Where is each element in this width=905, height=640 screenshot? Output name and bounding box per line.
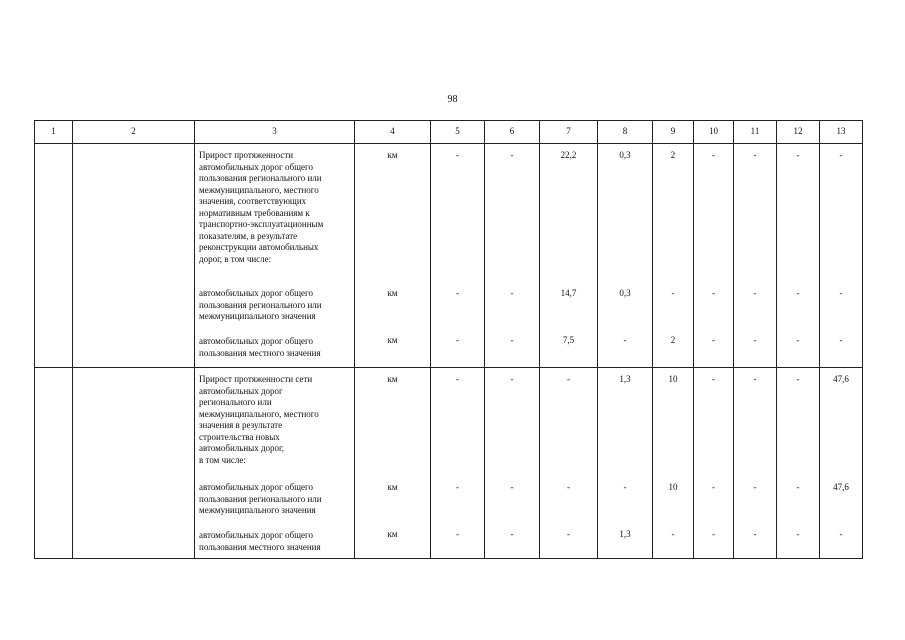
value: - [510, 529, 514, 539]
value: - [712, 481, 715, 492]
value-cell-13 [820, 368, 863, 559]
column-header-4: 4 [355, 121, 431, 144]
value: - [510, 374, 514, 384]
value: - [712, 150, 715, 160]
table-row [35, 368, 863, 559]
unit-value: км [387, 374, 398, 384]
value: - [753, 335, 757, 345]
value-cell-12 [777, 368, 820, 559]
value: 0,3 [619, 150, 631, 160]
value-cell-11 [734, 144, 777, 368]
value: - [623, 481, 627, 492]
value: - [753, 529, 757, 539]
column-header-3: 3 [195, 121, 355, 144]
value-cell-9 [653, 144, 694, 368]
value: - [839, 529, 843, 539]
value-cell-10 [694, 144, 734, 368]
value: - [796, 529, 800, 539]
value: 1,3 [619, 374, 631, 384]
value: 22,2 [560, 150, 577, 160]
value-cell-9 [653, 368, 694, 559]
column-header-6: 6 [485, 121, 540, 144]
indicator-text: автомобильных дорог общего пользования регионального или межмуниципального значения [199, 482, 322, 515]
value: - [712, 529, 715, 539]
unit-value: км [387, 481, 398, 492]
value: - [510, 335, 514, 345]
value: - [456, 481, 459, 492]
value: - [796, 150, 800, 160]
value: - [712, 335, 715, 345]
value: - [567, 481, 570, 492]
value: - [753, 481, 757, 492]
value-cell-5 [431, 368, 485, 559]
value: - [839, 335, 843, 345]
value: 14,7 [560, 287, 577, 298]
indicator-cell [195, 368, 355, 559]
value-cell-8 [598, 368, 653, 559]
unit-value: км [387, 335, 398, 345]
unit-cell [355, 144, 431, 368]
column-header-8: 8 [598, 121, 653, 144]
value: 10 [668, 374, 678, 384]
value: 2 [670, 150, 676, 160]
value: - [456, 335, 459, 345]
indicator-cell [195, 144, 355, 368]
value-cell-7 [540, 144, 598, 368]
value: - [510, 481, 514, 492]
value: - [456, 374, 459, 384]
value: - [456, 287, 459, 298]
value-cell-11 [734, 368, 777, 559]
column-number-row [35, 121, 863, 144]
value-cell-10 [694, 368, 734, 559]
value-cell-7 [540, 368, 598, 559]
indicator-text: автомобильных дорог общего пользования регионального или межмуниципального значения [199, 288, 322, 321]
column-header-10: 10 [694, 121, 734, 144]
value: - [567, 374, 570, 384]
value: - [712, 287, 715, 298]
value: - [712, 374, 715, 384]
value: - [753, 150, 757, 160]
indicator-text: автомобильных дорог общего пользования местного значения [199, 336, 321, 358]
column-header-2: 2 [73, 121, 195, 144]
value: - [671, 287, 675, 298]
value: - [839, 150, 843, 160]
value: 47,6 [833, 481, 849, 492]
value: - [456, 150, 459, 160]
indicator-text: Прирост протяженности автомобильных дорог общего пользования регионального или межмуниципального, местного значения, соответствующих нормативным требованиям к транспортно-эксплуатационным показателям, в результате реконструкции автомобильных дорог, в том числе: [199, 150, 324, 264]
value: 7,5 [562, 335, 575, 345]
value: - [623, 335, 627, 345]
unit-cell [355, 368, 431, 559]
value: - [671, 529, 675, 539]
table-row [35, 144, 863, 368]
indicators-table [34, 120, 863, 559]
column-header-13: 13 [820, 121, 863, 144]
value-cell-13 [820, 144, 863, 368]
column-header-11: 11 [734, 121, 777, 144]
value: 1,3 [619, 529, 631, 539]
unit-value: км [387, 287, 398, 298]
cell-name [73, 144, 195, 368]
value-cell-8 [598, 144, 653, 368]
column-header-7: 7 [540, 121, 598, 144]
value: - [796, 374, 800, 384]
value: - [510, 150, 514, 160]
cell-number [35, 144, 73, 368]
value-cell-5 [431, 144, 485, 368]
value: 47,6 [833, 374, 849, 384]
indicator-text: автомобильных дорог общего пользования местного значения [199, 530, 321, 552]
value: - [567, 529, 570, 539]
unit-value: км [387, 150, 398, 160]
value: - [753, 374, 757, 384]
value: - [839, 287, 843, 298]
value-cell-6 [485, 368, 540, 559]
column-header-5: 5 [431, 121, 485, 144]
value: - [796, 481, 800, 492]
column-header-1: 1 [35, 121, 73, 144]
unit-value: км [387, 529, 398, 539]
cell-name [73, 368, 195, 559]
value: - [796, 335, 800, 345]
value: - [510, 287, 514, 298]
value: - [796, 287, 800, 298]
column-header-9: 9 [653, 121, 694, 144]
value: 10 [668, 481, 678, 492]
value-cell-6 [485, 144, 540, 368]
page-number: 98 [447, 94, 458, 105]
cell-number [35, 368, 73, 559]
value-cell-12 [777, 144, 820, 368]
value: - [753, 287, 757, 298]
value: - [456, 529, 459, 539]
indicator-text: Прирост протяженности сети автомобильных дорог регионального или межмуниципального, местного значения в результате строительства новых автомобильных дорог, в том числе: [199, 374, 319, 465]
column-header-12: 12 [777, 121, 820, 144]
value: 0,3 [619, 287, 631, 298]
value: 2 [670, 335, 676, 345]
